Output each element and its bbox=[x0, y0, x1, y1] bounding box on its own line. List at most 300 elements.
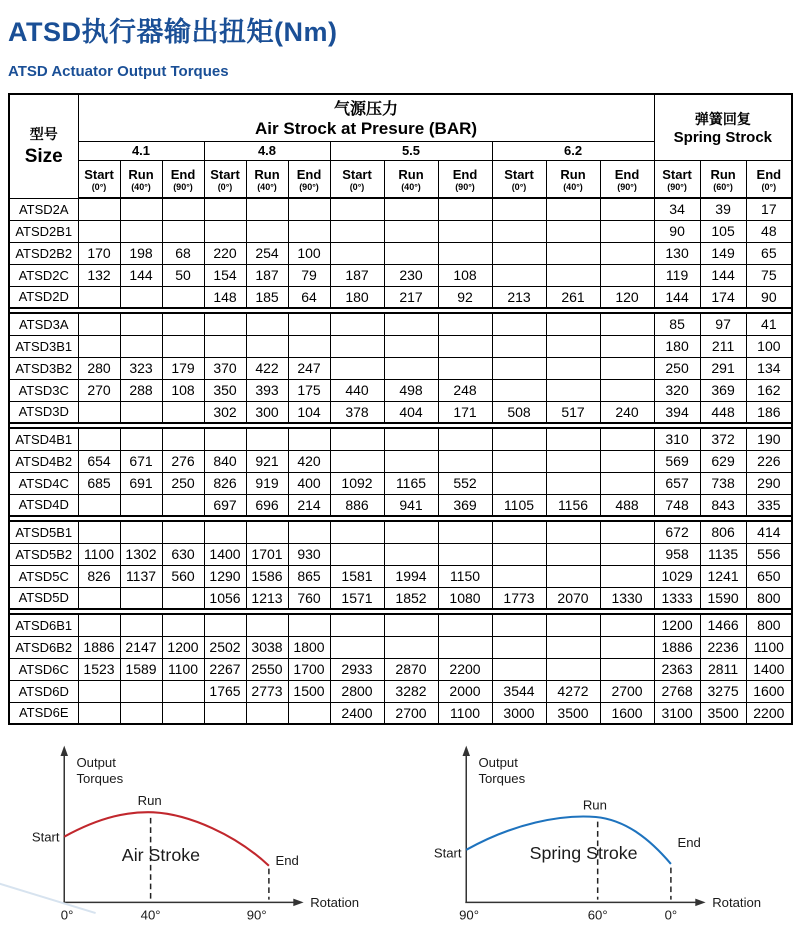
start-point-label: Start bbox=[433, 845, 462, 861]
air-value-cell: 1156 bbox=[546, 494, 600, 516]
spring-value-cell: 90 bbox=[746, 286, 792, 308]
air-value-cell bbox=[78, 680, 120, 702]
spring-value-cell: 806 bbox=[700, 521, 746, 543]
header-spring bbox=[654, 94, 792, 160]
air-value-cell bbox=[546, 220, 600, 242]
air-value-cell bbox=[78, 587, 120, 609]
air-value-cell: 261 bbox=[546, 286, 600, 308]
air-value-cell: 214 bbox=[288, 494, 330, 516]
air-value-cell bbox=[600, 614, 654, 636]
spring-value-cell: 75 bbox=[746, 264, 792, 286]
air-value-cell bbox=[204, 220, 246, 242]
table-row bbox=[9, 702, 792, 724]
air-value-cell: 826 bbox=[204, 472, 246, 494]
subcol-label: Run bbox=[398, 167, 424, 183]
subcol-label: End bbox=[614, 167, 640, 183]
air-value-cell bbox=[120, 286, 162, 308]
air-value-cell: 508 bbox=[492, 401, 546, 423]
model-cell: ATSD4B1 bbox=[9, 428, 78, 450]
spring-value-cell: 1886 bbox=[654, 636, 700, 658]
subcol-label: End bbox=[452, 167, 478, 183]
air-value-cell bbox=[162, 494, 204, 516]
subcol-deg: (0°) bbox=[761, 182, 777, 193]
air-value-cell bbox=[78, 428, 120, 450]
air-value-cell bbox=[384, 242, 438, 264]
air-value-cell: 685 bbox=[78, 472, 120, 494]
spring-value-cell: 41 bbox=[746, 313, 792, 335]
air-value-cell bbox=[546, 428, 600, 450]
air-value-cell: 921 bbox=[246, 450, 288, 472]
air-stroke-chart bbox=[22, 735, 390, 929]
y-axis-label-line2: Torques bbox=[76, 771, 124, 787]
x-axis-arrow-icon bbox=[695, 899, 705, 907]
air-value-cell bbox=[288, 702, 330, 724]
air-value-cell: 2000 bbox=[438, 680, 492, 702]
air-value-cell bbox=[384, 313, 438, 335]
x-tick-90: 90° bbox=[246, 907, 267, 923]
air-value-cell bbox=[288, 521, 330, 543]
air-value-cell: 198 bbox=[120, 242, 162, 264]
air-value-cell bbox=[246, 614, 288, 636]
air-value-cell: 2267 bbox=[204, 658, 246, 680]
air-value-cell: 3038 bbox=[246, 636, 288, 658]
air-value-cell: 919 bbox=[246, 472, 288, 494]
air-value-cell bbox=[600, 198, 654, 220]
header-start-col bbox=[204, 160, 246, 198]
air-value-cell bbox=[162, 680, 204, 702]
spring-value-cell: 105 bbox=[700, 220, 746, 242]
air-value-cell: 370 bbox=[204, 357, 246, 379]
air-value-cell bbox=[246, 428, 288, 450]
air-value-cell bbox=[600, 313, 654, 335]
air-value-cell bbox=[330, 428, 384, 450]
spring-value-cell: 1029 bbox=[654, 565, 700, 587]
table-row bbox=[9, 335, 792, 357]
air-value-cell bbox=[438, 220, 492, 242]
air-value-cell: 154 bbox=[204, 264, 246, 286]
header-end-col bbox=[288, 160, 330, 198]
air-value-cell: 2200 bbox=[438, 658, 492, 680]
spring-value-cell: 39 bbox=[700, 198, 746, 220]
spring-value-cell: 3275 bbox=[700, 680, 746, 702]
model-cell: ATSD3D bbox=[9, 401, 78, 423]
air-value-cell bbox=[438, 428, 492, 450]
air-value-cell: 697 bbox=[204, 494, 246, 516]
header-run-col bbox=[546, 160, 600, 198]
spring-value-cell: 174 bbox=[700, 286, 746, 308]
air-value-cell bbox=[288, 614, 330, 636]
air-value-cell bbox=[162, 220, 204, 242]
air-value-cell: 654 bbox=[78, 450, 120, 472]
air-value-cell: 1581 bbox=[330, 565, 384, 587]
air-value-cell: 498 bbox=[384, 379, 438, 401]
model-cell: ATSD2C bbox=[9, 264, 78, 286]
subcol-label: Run bbox=[710, 167, 736, 183]
air-value-cell bbox=[546, 313, 600, 335]
air-value-cell: 3544 bbox=[492, 680, 546, 702]
spring-value-cell: 3100 bbox=[654, 702, 700, 724]
air-value-cell: 1765 bbox=[204, 680, 246, 702]
air-value-cell: 4272 bbox=[546, 680, 600, 702]
air-value-cell bbox=[330, 242, 384, 264]
y-axis-label-line1: Output bbox=[76, 755, 116, 771]
spring-value-cell: 1333 bbox=[654, 587, 700, 609]
air-value-cell: 2070 bbox=[546, 587, 600, 609]
air-value-cell: 1586 bbox=[246, 565, 288, 587]
spring-value-cell: 448 bbox=[700, 401, 746, 423]
table-row bbox=[9, 472, 792, 494]
air-value-cell: 175 bbox=[288, 379, 330, 401]
air-value-cell bbox=[492, 198, 546, 220]
air-value-cell: 144 bbox=[120, 264, 162, 286]
air-value-cell bbox=[120, 401, 162, 423]
air-value-cell: 671 bbox=[120, 450, 162, 472]
subcol-label: Start bbox=[210, 167, 240, 183]
air-value-cell bbox=[330, 198, 384, 220]
subcol-deg: (0°) bbox=[91, 182, 107, 193]
spring-value-cell: 119 bbox=[654, 264, 700, 286]
air-value-cell bbox=[600, 658, 654, 680]
subcol-deg: (0°) bbox=[217, 182, 233, 193]
air-value-cell bbox=[162, 335, 204, 357]
subcol-label: Run bbox=[128, 167, 154, 183]
air-value-cell bbox=[492, 614, 546, 636]
spring-value-cell: 90 bbox=[654, 220, 700, 242]
air-value-cell: 220 bbox=[204, 242, 246, 264]
air-value-cell bbox=[492, 658, 546, 680]
header-pressure-5-5: 5.5 bbox=[330, 141, 492, 160]
air-value-cell bbox=[492, 636, 546, 658]
page-title: ATSD执行器输出扭矩(Nm) bbox=[8, 17, 338, 47]
air-value-cell: 552 bbox=[438, 472, 492, 494]
air-value-cell bbox=[330, 614, 384, 636]
x-tick-0: 0° bbox=[60, 907, 74, 923]
spring-value-cell: 144 bbox=[700, 264, 746, 286]
air-value-cell bbox=[330, 220, 384, 242]
air-value-cell bbox=[120, 335, 162, 357]
air-value-cell: 488 bbox=[600, 494, 654, 516]
air-value-cell bbox=[246, 313, 288, 335]
air-value-cell bbox=[492, 379, 546, 401]
air-value-cell bbox=[162, 587, 204, 609]
subcol-deg: (40°) bbox=[257, 182, 277, 193]
air-value-cell bbox=[162, 702, 204, 724]
air-value-cell: 2502 bbox=[204, 636, 246, 658]
subcol-label: Run bbox=[254, 167, 280, 183]
air-value-cell bbox=[78, 220, 120, 242]
air-value-cell bbox=[546, 543, 600, 565]
spring-value-cell: 3500 bbox=[700, 702, 746, 724]
spring-value-cell: 65 bbox=[746, 242, 792, 264]
air-value-cell bbox=[600, 543, 654, 565]
air-value-cell: 630 bbox=[162, 543, 204, 565]
subcol-deg: (90°) bbox=[617, 182, 637, 193]
table-row bbox=[9, 521, 792, 543]
table-row bbox=[9, 220, 792, 242]
air-value-cell bbox=[246, 220, 288, 242]
air-value-cell bbox=[78, 702, 120, 724]
header-size-zh: 型号 bbox=[29, 126, 58, 143]
air-value-cell: 440 bbox=[330, 379, 384, 401]
header-run-col bbox=[246, 160, 288, 198]
air-value-cell: 170 bbox=[78, 242, 120, 264]
model-cell: ATSD6B1 bbox=[9, 614, 78, 636]
spring-value-cell: 2768 bbox=[654, 680, 700, 702]
subcol-deg: (90°) bbox=[299, 182, 319, 193]
air-value-cell bbox=[120, 198, 162, 220]
run-point-label: Run bbox=[137, 792, 162, 808]
air-value-cell: 865 bbox=[288, 565, 330, 587]
air-value-cell bbox=[120, 521, 162, 543]
spring-value-cell: 1200 bbox=[654, 614, 700, 636]
air-value-cell bbox=[288, 198, 330, 220]
table-row bbox=[9, 242, 792, 264]
model-cell: ATSD2B2 bbox=[9, 242, 78, 264]
header-air-pressure bbox=[78, 94, 654, 141]
header-spring-run-col bbox=[700, 160, 746, 198]
air-value-cell: 1571 bbox=[330, 587, 384, 609]
header-end-col bbox=[162, 160, 204, 198]
air-value-cell bbox=[492, 428, 546, 450]
air-value-cell bbox=[120, 428, 162, 450]
table-row bbox=[9, 494, 792, 516]
spring-value-cell: 1600 bbox=[746, 680, 792, 702]
air-value-cell bbox=[492, 543, 546, 565]
spring-value-cell: 2200 bbox=[746, 702, 792, 724]
air-value-cell bbox=[120, 614, 162, 636]
air-value-cell bbox=[492, 565, 546, 587]
spring-stroke-title: Spring Stroke bbox=[529, 843, 638, 864]
air-value-cell: 886 bbox=[330, 494, 384, 516]
air-value-cell bbox=[600, 242, 654, 264]
air-value-cell: 350 bbox=[204, 379, 246, 401]
table-row bbox=[9, 680, 792, 702]
spring-value-cell: 97 bbox=[700, 313, 746, 335]
air-value-cell bbox=[600, 335, 654, 357]
spring-value-cell: 2811 bbox=[700, 658, 746, 680]
subcolumn-header-row bbox=[9, 160, 792, 198]
air-value-cell: 2550 bbox=[246, 658, 288, 680]
air-value-cell bbox=[330, 450, 384, 472]
spring-value-cell: 1590 bbox=[700, 587, 746, 609]
spring-value-cell: 250 bbox=[654, 357, 700, 379]
air-value-cell bbox=[438, 357, 492, 379]
air-value-cell: 393 bbox=[246, 379, 288, 401]
air-value-cell: 179 bbox=[162, 357, 204, 379]
air-value-cell: 1213 bbox=[246, 587, 288, 609]
spring-value-cell: 34 bbox=[654, 198, 700, 220]
air-value-cell: 302 bbox=[204, 401, 246, 423]
header-size-en: Size bbox=[24, 146, 63, 168]
page-subtitle: ATSD Actuator Output Torques bbox=[8, 63, 229, 80]
air-value-cell bbox=[330, 543, 384, 565]
air-value-cell bbox=[246, 198, 288, 220]
air-value-cell: 50 bbox=[162, 264, 204, 286]
header-air-zh: 气源压力 bbox=[334, 101, 399, 119]
air-value-cell: 840 bbox=[204, 450, 246, 472]
subcol-deg: (40°) bbox=[131, 182, 151, 193]
model-cell: ATSD4D bbox=[9, 494, 78, 516]
header-pressure-6-2: 6.2 bbox=[492, 141, 654, 160]
air-value-cell: 270 bbox=[78, 379, 120, 401]
air-value-cell bbox=[204, 335, 246, 357]
spring-value-cell: 1400 bbox=[746, 658, 792, 680]
model-cell: ATSD5D bbox=[9, 587, 78, 609]
air-value-cell: 1600 bbox=[600, 702, 654, 724]
table-row bbox=[9, 379, 792, 401]
model-cell: ATSD2A bbox=[9, 198, 78, 220]
spring-value-cell: 2363 bbox=[654, 658, 700, 680]
header-run-col bbox=[120, 160, 162, 198]
spring-value-cell: 369 bbox=[700, 379, 746, 401]
air-value-cell: 185 bbox=[246, 286, 288, 308]
spring-value-cell: 162 bbox=[746, 379, 792, 401]
subcol-deg: (40°) bbox=[401, 182, 421, 193]
air-value-cell: 276 bbox=[162, 450, 204, 472]
spring-value-cell: 1241 bbox=[700, 565, 746, 587]
table-row bbox=[9, 313, 792, 335]
spring-value-cell: 414 bbox=[746, 521, 792, 543]
air-value-cell bbox=[384, 220, 438, 242]
air-value-cell bbox=[384, 614, 438, 636]
air-value-cell bbox=[384, 450, 438, 472]
header-size bbox=[9, 94, 78, 198]
table-row bbox=[9, 401, 792, 423]
spring-value-cell: 2236 bbox=[700, 636, 746, 658]
model-cell: ATSD5B2 bbox=[9, 543, 78, 565]
air-value-cell: 2773 bbox=[246, 680, 288, 702]
model-cell: ATSD6E bbox=[9, 702, 78, 724]
header-end-col bbox=[600, 160, 654, 198]
spring-value-cell: 226 bbox=[746, 450, 792, 472]
table-row bbox=[9, 357, 792, 379]
y-axis-label-line2: Torques bbox=[478, 771, 526, 787]
air-value-cell bbox=[438, 521, 492, 543]
spring-value-cell: 843 bbox=[700, 494, 746, 516]
air-value-cell: 3000 bbox=[492, 702, 546, 724]
model-cell: ATSD6D bbox=[9, 680, 78, 702]
end-point-label: End bbox=[677, 835, 701, 851]
air-value-cell: 1589 bbox=[120, 658, 162, 680]
air-value-cell bbox=[546, 357, 600, 379]
air-value-cell: 930 bbox=[288, 543, 330, 565]
air-value-cell bbox=[330, 521, 384, 543]
air-value-cell bbox=[330, 335, 384, 357]
header-spring-zh: 弹簧回复 bbox=[694, 110, 751, 127]
air-value-cell: 1150 bbox=[438, 565, 492, 587]
y-axis-label-line1: Output bbox=[478, 755, 518, 771]
air-value-cell bbox=[330, 313, 384, 335]
spring-value-cell: 17 bbox=[746, 198, 792, 220]
air-value-cell bbox=[204, 521, 246, 543]
x-tick-90: 90° bbox=[459, 907, 479, 923]
air-value-cell bbox=[546, 242, 600, 264]
model-cell: ATSD4B2 bbox=[9, 450, 78, 472]
header-spring-end-col bbox=[746, 160, 792, 198]
subcol-deg: (90°) bbox=[455, 182, 475, 193]
air-value-cell bbox=[288, 313, 330, 335]
air-value-cell: 1080 bbox=[438, 587, 492, 609]
air-value-cell: 2800 bbox=[330, 680, 384, 702]
air-value-cell bbox=[492, 220, 546, 242]
spring-value-cell: 144 bbox=[654, 286, 700, 308]
air-value-cell bbox=[120, 702, 162, 724]
air-value-cell: 300 bbox=[246, 401, 288, 423]
air-value-cell: 1105 bbox=[492, 494, 546, 516]
spring-value-cell: 556 bbox=[746, 543, 792, 565]
spring-value-cell: 190 bbox=[746, 428, 792, 450]
subcol-label: Start bbox=[662, 167, 692, 183]
spring-value-cell: 800 bbox=[746, 587, 792, 609]
air-value-cell: 1994 bbox=[384, 565, 438, 587]
table-row bbox=[9, 614, 792, 636]
air-value-cell bbox=[384, 198, 438, 220]
air-value-cell bbox=[546, 636, 600, 658]
air-value-cell: 1200 bbox=[162, 636, 204, 658]
spring-value-cell: 310 bbox=[654, 428, 700, 450]
air-value-cell: 1500 bbox=[288, 680, 330, 702]
header-end-col bbox=[438, 160, 492, 198]
air-value-cell: 254 bbox=[246, 242, 288, 264]
air-value-cell bbox=[384, 543, 438, 565]
air-value-cell bbox=[78, 335, 120, 357]
air-value-cell: 2700 bbox=[384, 702, 438, 724]
air-value-cell: 420 bbox=[288, 450, 330, 472]
air-value-cell: 691 bbox=[120, 472, 162, 494]
air-value-cell bbox=[78, 494, 120, 516]
air-value-cell: 323 bbox=[120, 357, 162, 379]
air-value-cell bbox=[600, 521, 654, 543]
air-value-cell bbox=[438, 198, 492, 220]
subcol-deg: (0°) bbox=[349, 182, 365, 193]
air-value-cell: 1800 bbox=[288, 636, 330, 658]
air-value-cell: 1330 bbox=[600, 587, 654, 609]
air-value-cell: 180 bbox=[330, 286, 384, 308]
air-value-cell bbox=[438, 335, 492, 357]
air-value-cell: 1290 bbox=[204, 565, 246, 587]
subcol-deg: (90°) bbox=[173, 182, 193, 193]
air-value-cell bbox=[384, 357, 438, 379]
table-row bbox=[9, 636, 792, 658]
air-value-cell bbox=[492, 521, 546, 543]
air-value-cell bbox=[492, 357, 546, 379]
header-pressure-4-8: 4.8 bbox=[204, 141, 330, 160]
air-value-cell bbox=[120, 587, 162, 609]
subcol-label: End bbox=[296, 167, 322, 183]
air-value-cell bbox=[78, 286, 120, 308]
table-header bbox=[9, 94, 792, 198]
air-value-cell: 1773 bbox=[492, 587, 546, 609]
air-value-cell bbox=[492, 242, 546, 264]
air-value-cell: 1092 bbox=[330, 472, 384, 494]
spring-value-cell: 1135 bbox=[700, 543, 746, 565]
table-row bbox=[9, 543, 792, 565]
air-value-cell: 1523 bbox=[78, 658, 120, 680]
air-value-cell: 1056 bbox=[204, 587, 246, 609]
air-value-cell: 941 bbox=[384, 494, 438, 516]
air-value-cell bbox=[78, 521, 120, 543]
model-cell: ATSD4C bbox=[9, 472, 78, 494]
air-value-cell bbox=[546, 521, 600, 543]
air-value-cell: 64 bbox=[288, 286, 330, 308]
air-value-cell: 120 bbox=[600, 286, 654, 308]
y-axis-arrow-icon bbox=[60, 746, 68, 756]
x-tick-40: 40° bbox=[140, 907, 161, 923]
air-value-cell bbox=[120, 680, 162, 702]
model-cell: ATSD3A bbox=[9, 313, 78, 335]
air-value-cell: 288 bbox=[120, 379, 162, 401]
air-value-cell: 79 bbox=[288, 264, 330, 286]
